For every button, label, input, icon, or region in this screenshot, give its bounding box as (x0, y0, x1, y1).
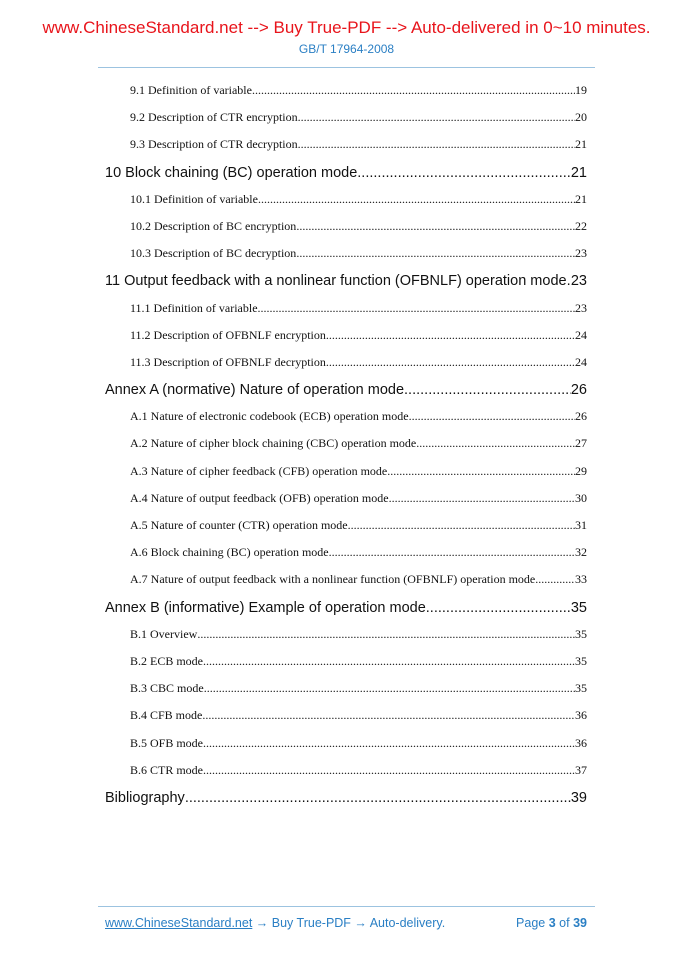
leader-dots (404, 382, 571, 398)
toc-entry-title: 10 Block chaining (BC) operation mode (105, 164, 358, 181)
leader-dots (203, 763, 575, 778)
toc-entry-title: A.5 Nature of counter (CTR) operation mode (130, 518, 348, 532)
toc-entry-page: 36 (575, 708, 587, 723)
footer-divider (98, 906, 595, 907)
leader-dots (296, 246, 575, 261)
leader-dots (197, 627, 575, 642)
toc-entry[interactable] (105, 436, 587, 463)
toc-entry-page: 27 (575, 436, 587, 451)
toc-entry[interactable] (105, 681, 587, 708)
total-pages: 39 (573, 916, 587, 930)
toc-entry[interactable] (105, 790, 587, 817)
leader-dots (185, 790, 571, 806)
leader-dots (329, 545, 575, 560)
toc-entry-title: B.2 ECB mode (130, 653, 204, 668)
toc-entry[interactable] (105, 736, 587, 763)
toc-entry[interactable] (105, 627, 587, 654)
toc-entry[interactable] (105, 301, 587, 328)
toc-entry-page: 23 (570, 273, 587, 290)
toc-entry[interactable] (105, 763, 587, 790)
toc-entry[interactable] (105, 110, 587, 137)
leader-dots (252, 83, 575, 98)
toc-entry-page: 39 (570, 789, 587, 806)
toc-entry[interactable] (105, 464, 587, 491)
toc-entry-title: 11.1 Definition of variable (130, 300, 258, 315)
toc-entry-title: 11.3 Description of OFBNLF decryption (130, 354, 326, 369)
toc-entry-page: 37 (575, 762, 587, 777)
toc-entry[interactable] (105, 491, 587, 518)
toc-entry-title: B.4 CFB mode (130, 708, 203, 723)
website-link[interactable]: www.ChineseStandard.net (105, 916, 253, 930)
toc-entry-page: 30 (575, 490, 587, 505)
toc-entry-page: 35 (575, 681, 587, 696)
toc-entry-page: 33 (575, 572, 587, 587)
leader-dots (416, 436, 575, 451)
toc-entry-title: Bibliography (105, 789, 185, 806)
leader-dots (298, 137, 575, 152)
leader-dots (258, 192, 575, 207)
toc-entry-page: 35 (575, 626, 587, 641)
toc-entry-title: B.5 OFB mode (130, 735, 204, 750)
toc-entry-page: 23 (575, 246, 587, 261)
leader-dots (203, 654, 575, 669)
toc-entry-page: 23 (575, 300, 587, 315)
toc-entry-title: B.3 CBC mode (130, 681, 204, 696)
toc-entry-title: 9.1 Definition of variable (130, 83, 252, 97)
toc-entry[interactable] (105, 708, 587, 735)
toc-entry-title: A.7 Nature of output feedback with a nonlinear function (OFBNLF) operation mode (130, 572, 536, 587)
toc-entry-title: 9.2 Description of CTR encryption (130, 110, 298, 125)
toc-entry-title: A.6 Block chaining (BC) operation mode (130, 545, 329, 560)
toc-entry[interactable] (105, 654, 587, 681)
toc-entry-page: 29 (575, 463, 587, 478)
leader-dots (202, 708, 575, 723)
toc-entry-title: Annex B (informative) Example of operation mode (105, 599, 426, 616)
toc-entry[interactable] (105, 83, 587, 110)
leader-dots (203, 736, 575, 751)
toc-entry[interactable] (105, 355, 587, 382)
toc-entry-title: A.4 Nature of output feedback (OFB) operation mode (130, 490, 389, 505)
toc-entry-page: 35 (575, 653, 587, 668)
toc-entry-page: 26 (575, 409, 587, 424)
toc-entry[interactable] (105, 518, 587, 545)
leader-dots (298, 110, 575, 125)
toc-entry[interactable] (105, 409, 587, 436)
header-divider (98, 67, 595, 68)
of-label: of (559, 916, 570, 930)
toc-entry-page: 35 (570, 599, 587, 616)
toc-entry-title: 10.1 Definition of variable (130, 191, 258, 206)
toc-entry[interactable] (105, 572, 587, 599)
toc-entry-page: 24 (575, 327, 587, 342)
toc-entry-title: A.3 Nature of cipher feedback (CFB) operation mode (130, 463, 388, 478)
toc-entry-page: 24 (575, 354, 587, 369)
toc-entry-title: Annex A (normative) Nature of operation mode (105, 382, 405, 399)
toc-entry[interactable] (105, 273, 587, 300)
page-footer (105, 916, 587, 930)
toc-entry[interactable] (105, 219, 587, 246)
leader-dots (348, 518, 575, 533)
toc-entry-title: A.1 Nature of electronic codebook (ECB) operation mode (130, 409, 409, 424)
toc-entry-page: 32 (575, 545, 587, 560)
leader-dots (357, 165, 571, 181)
toc-entry[interactable] (105, 328, 587, 355)
toc-entry-title: A.2 Nature of cipher block chaining (CBC) operation mode (130, 436, 417, 451)
toc-entry-title: B.1 Overview (130, 626, 198, 641)
toc-entry-title: 11 Output feedback with a nonlinear function (OFBNLF) operation mode (105, 273, 567, 290)
toc-entry[interactable] (105, 165, 587, 192)
standard-number: GB/T 17964-2008 (298, 42, 395, 56)
current-page: 3 (548, 916, 556, 930)
toc-entry-title: 10.3 Description of BC decryption (130, 246, 297, 261)
leader-dots (258, 301, 575, 316)
leader-dots (535, 572, 575, 587)
leader-dots (389, 491, 575, 506)
page-label: Page (516, 916, 546, 930)
leader-dots (204, 681, 575, 696)
toc-entry[interactable] (105, 545, 587, 572)
toc-entry-title: B.6 CTR mode (130, 762, 204, 777)
leader-dots (409, 409, 575, 424)
toc-entry[interactable] (105, 137, 587, 164)
toc-entry-title: 11.2 Description of OFBNLF encryption (130, 327, 326, 342)
toc-entry-title: 10.2 Description of BC encryption (130, 218, 297, 233)
leader-dots (326, 328, 575, 343)
toc-entry[interactable] (105, 246, 587, 273)
toc-entry-page: 21 (570, 164, 587, 181)
toc-entry-page: 19 (575, 83, 587, 97)
promo-banner: www.ChineseStandard.net --> Buy True-PDF --> Auto-delivered in 0~10 minutes. (42, 18, 651, 37)
toc-entry[interactable] (105, 600, 587, 627)
toc-entry-page: 21 (575, 191, 587, 206)
toc-entry-page: 26 (570, 382, 587, 399)
leader-dots (296, 219, 575, 234)
leader-dots (326, 355, 575, 370)
toc-entry-page: 36 (575, 735, 587, 750)
toc-entry[interactable] (105, 192, 587, 219)
toc-entry-page: 21 (575, 137, 587, 152)
toc-entry[interactable] (105, 382, 587, 409)
toc-entry-page: 22 (575, 218, 587, 233)
toc-entry-title: 9.3 Description of CTR decryption (130, 137, 298, 152)
toc-entry-page: 20 (575, 110, 587, 125)
leader-dots (426, 600, 571, 616)
leader-dots (387, 464, 575, 479)
footer-tagline: → Buy True-PDF → Auto-delivery. (252, 916, 446, 930)
page-indicator (516, 916, 587, 930)
toc-entry-page: 31 (575, 518, 587, 532)
table-of-contents (105, 83, 587, 817)
